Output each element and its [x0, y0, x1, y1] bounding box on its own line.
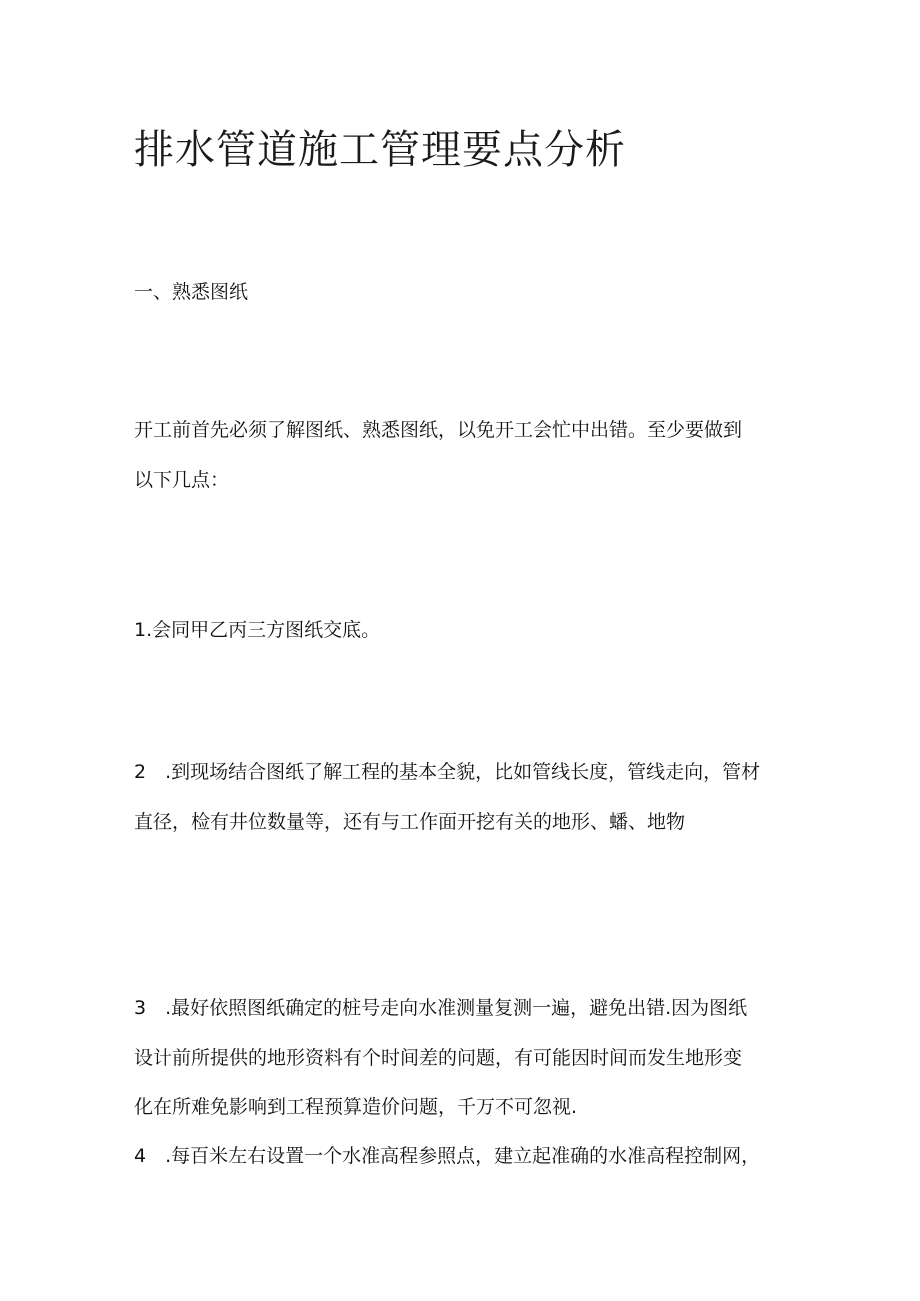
list-item-3-line: 化在所难免影响到工程预算造价问题，千万不可忽视. — [134, 1096, 578, 1118]
list-item-2-line: 直径，检有井位数量等，还有与工作面开挖有关的地形、蟠、地物 — [134, 811, 686, 833]
list-item-4-line: 4 .每百米左右设置一个水准高程参照点，建立起准确的水准高程控制网， — [134, 1145, 761, 1167]
intro-line: 以下几点： — [134, 469, 230, 491]
list-item-1: 1.会同甲乙丙三方图纸交底。 — [134, 619, 381, 641]
page-title: 排水管道施工管理要点分析 — [134, 127, 626, 173]
list-item-2-line: 2 .到现场结合图纸了解工程的基本全貌，比如管线长度，管线走向，管材 — [134, 761, 761, 783]
list-item-3-line: 3 .最好依照图纸确定的桩号走向水准测量复测一遍，避免出错.因为图纸 — [134, 997, 748, 1019]
section-heading: 一、熟悉图纸 — [134, 281, 249, 303]
intro-line: 开工前首先必须了解图纸、熟悉图纸，以免开工会忙中出错。至少要做到 — [134, 419, 743, 441]
list-item-3-line: 设计前所提供的地形资料有个时间差的问题，有可能因时间而发生地形变 — [134, 1047, 743, 1069]
